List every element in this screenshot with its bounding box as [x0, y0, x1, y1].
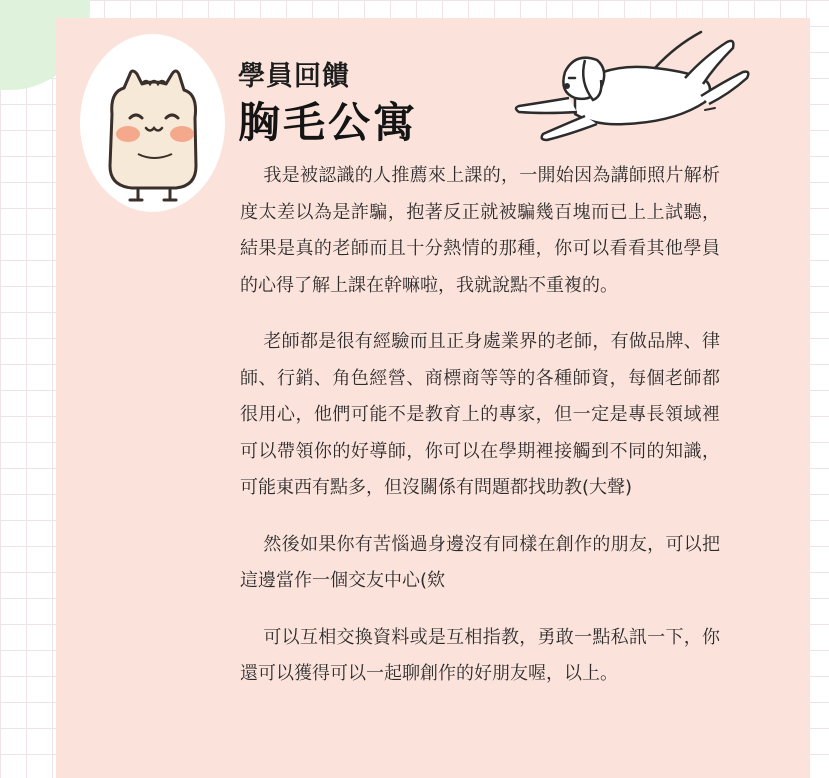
- cat-mascot-icon: [80, 34, 225, 212]
- testimonial-paragraph: 可以互相交換資料或是互相指教，勇敢一點私訊一下，你還可以獲得可以一起聊創作的好朋友喔，以上。: [240, 626, 720, 684]
- testimonial-paragraph: 老師都是很有經驗而且正身處業界的老師，有做品牌、律師、行銷、角色經營、商標商等等的各種師資，每個老師都很用心，他們可能不是教育上的專家，但一定是專長領域裡可以帶領你的好導師，你可以在學期裡接觸到不同的知識，可能東西有點多，但沒關係有問題都找助教(大聲): [240, 331, 720, 498]
- avatar: [80, 34, 225, 212]
- testimonial-paragraph: 我是被認識的人推薦來上課的，一開始因為講師照片解析度太差以為是詐騙，抱著反正就被騙幾百塊而已上上試聽，結果是真的老師而且十分熱情的那種，你可以看看其他學員的心得了解上課在幹嘛啦，我就說點不重複的。: [240, 165, 720, 296]
- student-name-title: 胸毛公寓: [238, 98, 419, 147]
- section-label: 學員回饋: [238, 61, 350, 92]
- sleeping-dog-icon: [505, 22, 755, 152]
- testimonial-paragraph: 然後如果你有苦惱過身邊沒有同樣在創作的朋友，可以把這邊當作一個交友中心(欸: [240, 533, 720, 591]
- testimonial-body: [240, 158, 720, 713]
